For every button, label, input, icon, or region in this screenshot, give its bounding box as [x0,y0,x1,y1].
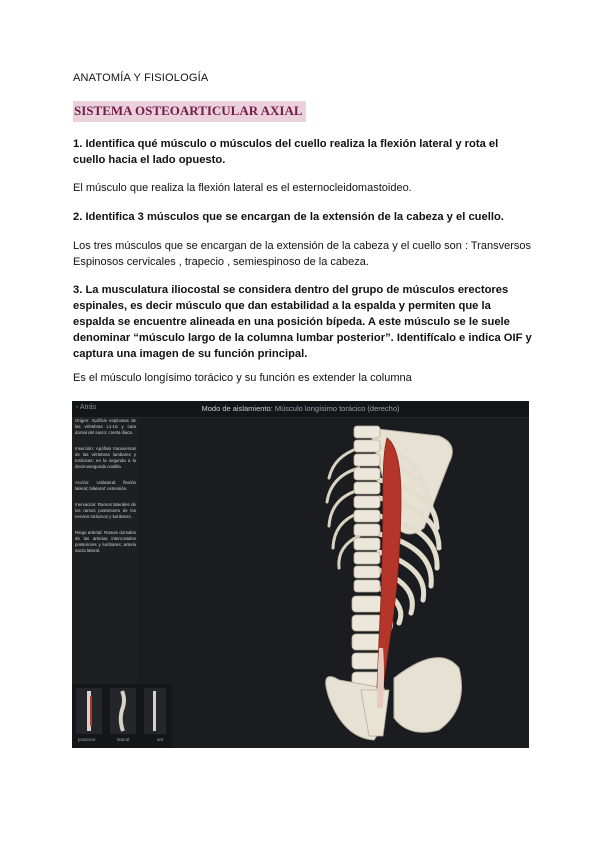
question-2: 2. Identifica 3 músculos que se encargan de la extensión de la cabeza y el cuello. [73,211,504,223]
document-header: ANATOMÍA Y FISIOLOGÍA [73,72,209,84]
info-innervation: Inervación: Ramos laterales de los ramos posteriores de los nervios torácicos y lumbares. [75,502,136,519]
info-origin: Origen: Apófisis espinosas de las vértebras L1-L5 y cara dorsal del sacro; cresta ilíaca. [75,418,136,435]
spine-thumbnail-icon [110,688,136,734]
section-title: SISTEMA OSTEOARTICULAR AXIAL [73,101,306,122]
app-title-bar [72,401,529,418]
thumb-label-lateral: lateral [117,737,130,742]
info-insertion: Inserción: Apófisis transversas de las vértebras lumbares y torácicas; en la segunda a la decimosegunda costilla. [75,446,136,469]
back-label: Atrás [79,404,97,411]
thumb-posterior[interactable] [76,688,102,734]
thumb-label-posterior: posterior [78,737,96,742]
question-1: 1. Identifica qué músculo o músculos del cuello realiza la flexión lateral y rota el cuello hacia el lado opuesto. [73,138,499,166]
back-button[interactable]: ‹ Atrás [76,404,97,411]
thumb-label-anterior: ant [157,737,164,742]
anatomy-app-screenshot [72,401,529,748]
muscle-info-panel [72,418,139,684]
question-3: 3. La musculatura iliocostal se considera dentro del grupo de músculos erectores espinales, es decir músculo que dan estabilidad a la espalda y permiten que la espalda se encuentre alineada en una posición bípeda. A este músculo se le suele denominar “músculo largo de la columna lumbar posterior”. Identifícalo e indica OIF y captura una imagen de su función principal. [73,284,532,360]
answer-1: El músculo que realiza la flexión lateral es el esternocleidomastoideo. [73,182,412,194]
spine-skeleton-illustration [139,418,529,748]
mode-prefix: Modo de aislamiento: [201,404,273,413]
isolation-mode-title [72,404,529,413]
answer-3: Es el músculo longísimo torácico y su función es extender la columna [73,372,412,384]
3d-viewport[interactable] [139,418,529,748]
answer-2: Los tres músculos que se encargan de la extensión de la cabeza y el cuello son : Transversos Espinosos cervicales , trapecio , semiespinoso de la cabeza. [73,240,531,268]
muscle-name: Músculo longísimo torácico (derecho) [274,404,400,413]
thumb-lateral[interactable] [110,688,136,734]
info-blood-supply: Riego arterial: Ramas dorsales de las arterias intercostales posteriores y lumbares; arteria sacra lateral. [75,530,136,553]
spine-thumbnail-icon [76,688,102,734]
info-action: Acción: Unilateral: flexión lateral; bilateral: extensión. [75,480,136,491]
